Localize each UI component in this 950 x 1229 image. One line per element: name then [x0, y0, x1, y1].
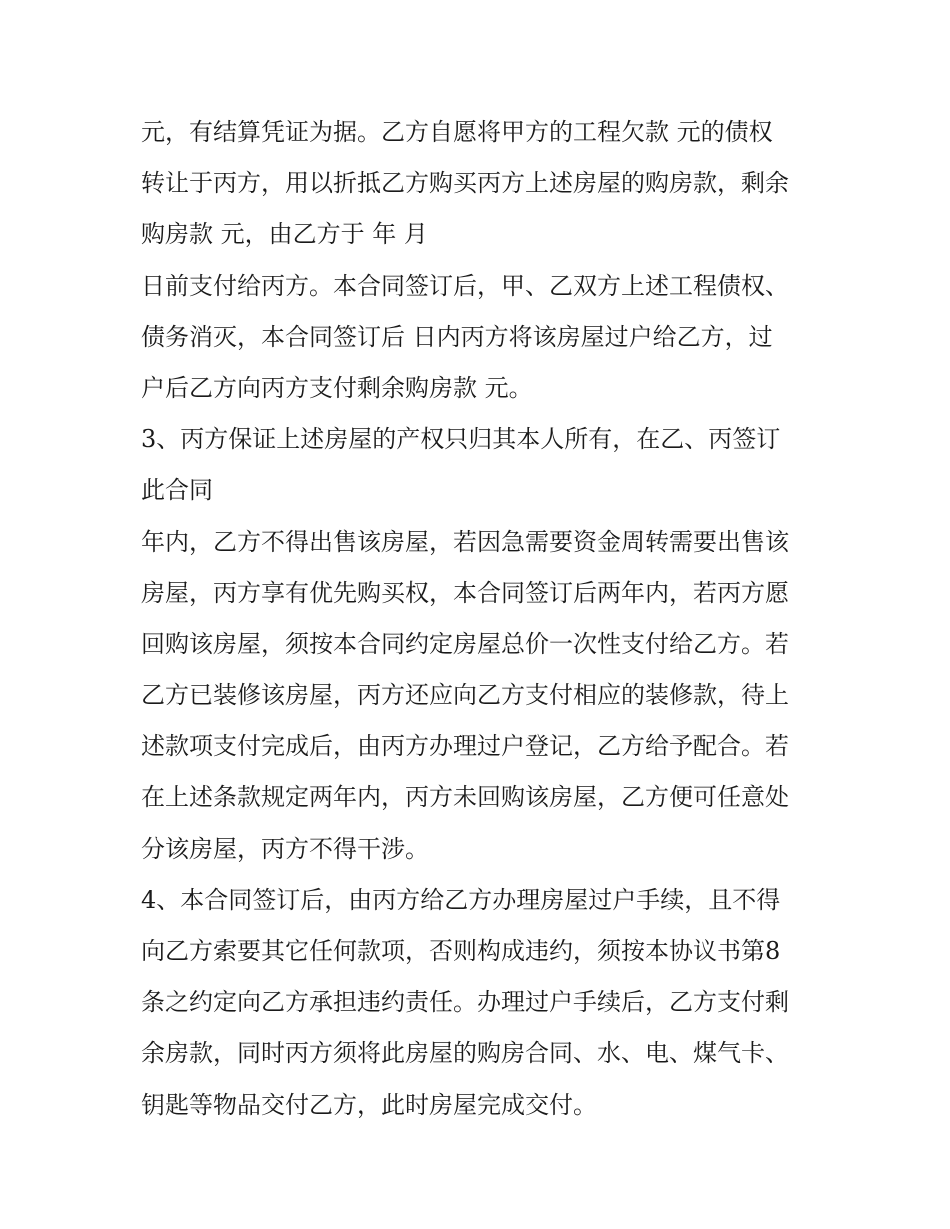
clause-4-line: 4、本合同签订后，由丙方给乙方办理房屋过户手续，且不得 — [141, 885, 781, 914]
text-line: 购房款 元，由乙方于 年 月 — [141, 220, 428, 249]
text-line: 在上述条款规定两年内，丙方未回购该房屋，乙方便可任意处 — [141, 783, 789, 812]
contract-text — [141, 107, 821, 1131]
text-line: 条之约定向乙方承担违约责任。办理过户手续后，乙方支付剩 — [141, 988, 789, 1017]
text-line: 转让于丙方，用以折抵乙方购买丙方上述房屋的购房款，剩余 — [141, 169, 789, 198]
text-line: 年内，乙方不得出售该房屋，若因急需要资金周转需要出售该 — [141, 527, 789, 556]
text-line: 乙方已装修该房屋，丙方还应向乙方支付相应的装修款，待上 — [141, 681, 789, 710]
text-line: 向乙方索要其它任何款项，否则构成违约，须按本协议书第8 — [141, 937, 781, 965]
text-line: 日前支付给丙方。本合同签订后，甲、乙双方上述工程债权、 — [141, 271, 789, 300]
text-line: 户后乙方向丙方支付剩余购房款 元。 — [141, 373, 533, 402]
text-line: 回购该房屋，须按本合同约定房屋总价一次性支付给乙方。若 — [141, 629, 789, 658]
text-line: 债务消灭，本合同签订后 日内丙方将该房屋过户给乙方，过 — [141, 322, 773, 351]
text-line: 分该房屋，丙方不得干涉。 — [141, 834, 429, 863]
text-line: 此合同 — [141, 476, 213, 505]
clause-3-line: 3、丙方保证上述房屋的产权只归其本人所有，在乙、丙签订 — [141, 425, 781, 454]
text-line: 述款项支付完成后，由丙方办理过户登记，乙方给予配合。若 — [141, 732, 789, 761]
text-line: 余房款，同时丙方须将此房屋的购房合同、水、电、煤气卡、 — [141, 1039, 789, 1068]
text-line: 钥匙等物品交付乙方，此时房屋完成交付。 — [141, 1090, 597, 1119]
text-line: 房屋，丙方享有优先购买权，本合同签订后两年内，若丙方愿 — [141, 578, 789, 607]
text-line: 元，有结算凭证为据。乙方自愿将甲方的工程欠款 元的债权 — [141, 118, 773, 146]
